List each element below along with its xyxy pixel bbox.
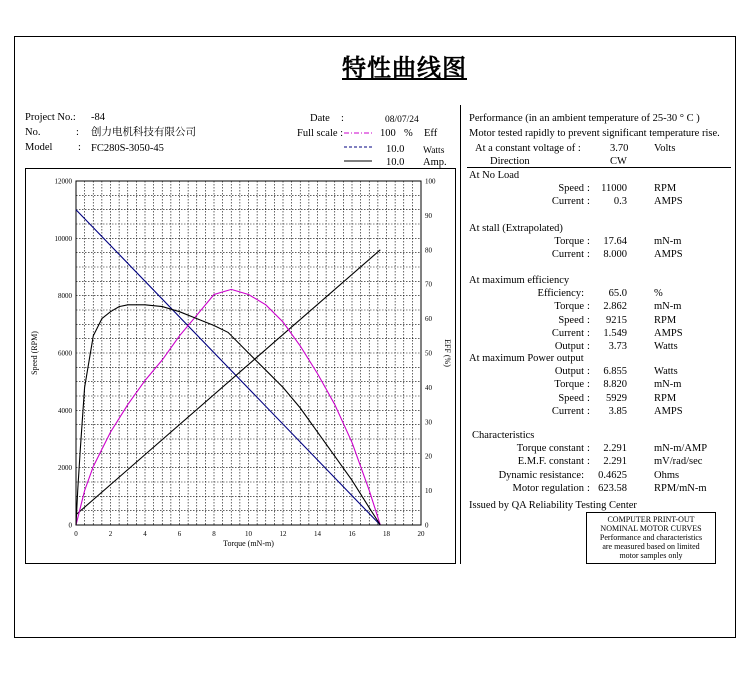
- row-separator: :: [587, 482, 590, 494]
- stamp-line: are measured based on limited: [602, 542, 700, 551]
- row-unit: mN-m: [654, 301, 682, 313]
- model-label: Model: [25, 142, 53, 153]
- computer-printout-stamp: [586, 512, 716, 564]
- issued-by: Issued by QA Reliability Testing Center: [469, 500, 637, 511]
- row-separator: :: [587, 236, 590, 248]
- stamp-line: COMPUTER PRINT-OUT: [607, 515, 695, 524]
- row-unit: RPM/mN-m: [654, 482, 707, 494]
- row-unit: %: [654, 288, 663, 300]
- row-value: 11000: [601, 183, 627, 195]
- row-unit: AMPS: [654, 405, 683, 417]
- row-separator: :: [587, 196, 590, 208]
- legend-eff-name: Eff: [424, 128, 438, 139]
- x-tick-label: 8: [212, 530, 216, 538]
- section-title-max-eff: At maximum efficiency: [469, 275, 570, 286]
- legend-watts-value: 10.0: [386, 144, 405, 155]
- legend-amp-name: Amp.: [423, 157, 447, 168]
- x-axis-label: Torque (mN-m): [223, 539, 274, 548]
- y2-tick-label: 60: [425, 315, 432, 324]
- date-sep: :: [341, 113, 344, 124]
- fullscale-label: Full scale :: [297, 128, 344, 139]
- row-label: Motor regulation: [512, 482, 584, 494]
- row-value: 8.000: [603, 249, 627, 261]
- y2-tick-label: 40: [425, 383, 432, 392]
- section-title-max-power: At maximum Power output: [469, 353, 584, 364]
- legend-swatches: [344, 126, 374, 166]
- x-tick-label: 18: [383, 530, 390, 538]
- row-separator: :: [587, 366, 590, 378]
- row-value: 3.73: [608, 341, 627, 352]
- legend-amp-value: 10.0: [386, 157, 405, 168]
- row-value: 65.0: [608, 288, 627, 300]
- row-value: 8.820: [603, 379, 627, 391]
- row-separator: :: [587, 327, 590, 339]
- row-separator: :: [587, 392, 590, 404]
- row-unit: mN-m/AMP: [654, 443, 708, 455]
- row-value: 6.855: [603, 366, 627, 378]
- model-value: FC280S-3050-45: [91, 143, 164, 154]
- voltage-value: 3.70: [610, 143, 629, 154]
- row-label: Output: [554, 341, 584, 352]
- row-separator: :: [587, 456, 590, 468]
- row-unit: mN-m: [654, 236, 682, 248]
- row-value: 3.85: [608, 405, 627, 417]
- row-label: Torque: [554, 379, 584, 391]
- section-title-characteristics: Characteristics: [472, 430, 535, 441]
- section-title-stall: At stall (Extrapolated): [469, 223, 563, 234]
- row-separator: :: [587, 183, 590, 195]
- y2-tick-label: 10: [425, 487, 432, 496]
- direction-label: Direction: [490, 156, 530, 167]
- voltage-label: At a constant voltage of :: [475, 143, 581, 154]
- row-unit: mN-m: [654, 379, 682, 391]
- date-label: Date: [310, 113, 330, 124]
- x-tick-label: 20: [417, 530, 425, 538]
- legend-watts-name: Watts: [423, 146, 445, 156]
- y-tick-label: 0: [68, 521, 72, 530]
- row-value: 0.4625: [598, 469, 627, 481]
- row-separator: :: [587, 443, 590, 455]
- y2-tick-label: 0: [425, 521, 429, 530]
- row-separator: :: [587, 341, 590, 352]
- row-label: Torque: [554, 301, 584, 313]
- row-value: 9215: [606, 314, 627, 326]
- company-name: 创力电机科技有限公司: [91, 126, 196, 138]
- y2-tick-label: 20: [425, 452, 432, 461]
- row-unit: RPM: [654, 314, 677, 326]
- row-label: Torque constant: [516, 443, 584, 455]
- stamp-line: NOMINAL MOTOR CURVES: [600, 524, 702, 533]
- row-separator: :: [587, 249, 590, 261]
- row-label: Current: [551, 327, 584, 339]
- row-unit: AMPS: [654, 196, 683, 208]
- row-label: Output: [554, 366, 584, 378]
- no-sep: :: [76, 127, 79, 138]
- model-sep: :: [78, 142, 81, 153]
- row-label: Speed: [558, 183, 584, 195]
- x-tick-label: 4: [143, 530, 147, 538]
- x-tick-label: 16: [348, 530, 356, 538]
- voltage-unit: Volts: [654, 143, 676, 154]
- row-unit: Watts: [654, 366, 678, 378]
- no-label: No.: [25, 127, 41, 138]
- row-unit: RPM: [654, 183, 677, 195]
- row-label: Current: [551, 249, 584, 261]
- performance-intro: Performance (in an ambient temperature of 25-30 ° C ): [469, 113, 700, 124]
- performance-intro2: Motor tested rapidly to prevent significant temperature rise.: [469, 128, 720, 139]
- date-value: 08/07/24: [385, 115, 419, 125]
- row-label: Efficiency:: [537, 288, 584, 300]
- y-tick-label: 8000: [58, 292, 72, 301]
- y2-tick-label: 50: [425, 349, 432, 358]
- row-value: 2.291: [603, 456, 627, 468]
- row-value: 1.549: [603, 327, 627, 339]
- row-value: 0.3: [613, 196, 627, 208]
- row-label: Current: [551, 405, 584, 417]
- y2-axis-label: EFF (%): [443, 339, 452, 367]
- legend-eff-value: 100: [380, 128, 396, 139]
- motor-curve-chart: [25, 168, 456, 564]
- y2-tick-label: 90: [425, 211, 432, 220]
- y-tick-label: 12000: [54, 177, 72, 186]
- page-title: 特性曲线图: [342, 54, 467, 82]
- stamp-line: motor samples only: [619, 551, 683, 560]
- row-value: 623.58: [598, 482, 627, 494]
- row-label: Speed: [558, 392, 584, 404]
- direction-value: CW: [610, 156, 627, 167]
- y2-tick-label: 30: [425, 418, 432, 427]
- row-label: Current: [551, 196, 584, 208]
- row-label: Dynamic resistance:: [498, 469, 584, 481]
- row-value: 17.64: [603, 236, 627, 248]
- x-tick-label: 12: [279, 530, 287, 538]
- row-label: Speed: [558, 314, 584, 326]
- row-unit: Watts: [654, 341, 678, 352]
- row-label: Torque: [554, 236, 584, 248]
- row-separator: :: [587, 379, 590, 391]
- legend-eff-unit: %: [404, 128, 413, 139]
- y-tick-label: 10000: [54, 234, 72, 243]
- row-unit: AMPS: [654, 249, 683, 261]
- y2-tick-label: 100: [425, 177, 436, 186]
- y-tick-label: 4000: [58, 406, 72, 415]
- y2-tick-label: 80: [425, 246, 432, 255]
- y2-tick-label: 70: [425, 280, 432, 289]
- x-tick-label: 10: [245, 530, 252, 538]
- project-value: -84: [91, 112, 105, 123]
- x-tick-label: 2: [108, 530, 113, 538]
- row-value: 2.862: [603, 301, 627, 313]
- y-tick-label: 2000: [58, 464, 72, 473]
- row-unit: Ohms: [654, 469, 680, 481]
- row-separator: :: [587, 314, 590, 326]
- row-label: E.M.F. constant: [517, 456, 584, 468]
- stamp-line: Performance and characteristics: [599, 533, 703, 542]
- row-value: 5929: [606, 392, 627, 404]
- section-title-no-load: At No Load: [469, 170, 520, 181]
- project-label: Project No.:: [25, 112, 76, 123]
- row-unit: mV/rad/sec: [654, 456, 703, 468]
- x-tick-label: 14: [314, 530, 321, 538]
- y-axis-label: Speed (RPM): [30, 331, 39, 375]
- row-unit: RPM: [654, 392, 677, 404]
- row-unit: AMPS: [654, 327, 683, 339]
- y-tick-label: 6000: [58, 349, 72, 358]
- column-divider: [460, 105, 461, 564]
- row-separator: :: [587, 301, 590, 313]
- x-tick-label: 0: [74, 530, 78, 538]
- x-tick-label: 6: [177, 530, 182, 538]
- row-value: 2.291: [603, 443, 627, 455]
- row-separator: :: [587, 405, 590, 417]
